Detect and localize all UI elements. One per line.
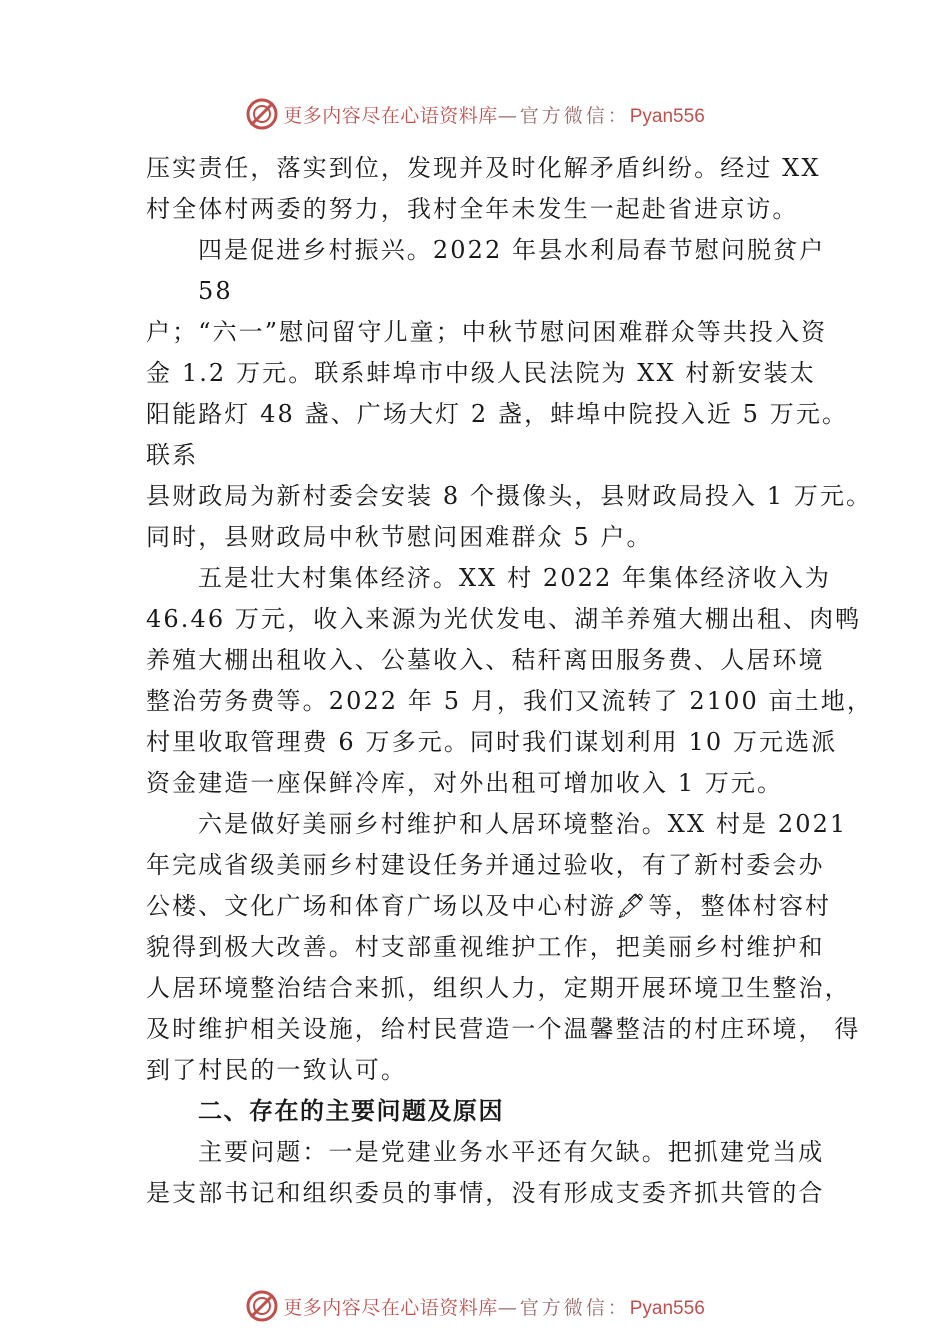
text-line: 及时维护相关设施，给村民营造一个温馨整洁的村庄环境， 得 (146, 1015, 861, 1043)
watermark-text: 更多内容尽在心语资料库—官方微信：Pyan556 (283, 104, 705, 127)
text-line: 资金建造一座保鲜冷库，对外出租可增加收入 1 万元。 (146, 769, 784, 797)
text-line: 养殖大棚出租收入、公墓收入、秸秆离田服务费、人居环境 (146, 646, 825, 674)
text-line: 人居环境整治结合来抓，组织人力，定期开展环境卫生整治， (146, 974, 851, 1002)
text-line: 村里收取管理费 6 万多元。同时我们谋划利用 10 万元选派 (146, 728, 838, 756)
text-line: 是支部书记和组织委员的事情，没有形成支委齐抓共管的合 (146, 1179, 825, 1207)
text-line: 村全体村两委的努力，我村全年未发生一起赴省进京访。 (146, 195, 799, 223)
watermark-text: 更多内容尽在心语资料库—官方微信：Pyan556 (283, 1296, 705, 1319)
footer-watermark (0, 1286, 950, 1326)
text-line: 貌得到极大改善。村支部重视维护工作，把美丽乡村维护和 (146, 933, 825, 961)
text-line: 58 (198, 277, 233, 305)
seal-logo-icon (245, 97, 279, 131)
seal-logo-icon (245, 1289, 279, 1323)
text-line: 县财政局为新村委会安装 8 个摄像头，县财政局投入 1 万元。 (146, 482, 873, 510)
text-line: 46.46 万元，收入来源为光伏发电、湖羊养殖大棚出租、肉鸭 (146, 605, 862, 633)
text-line: 压实责任，落实到位，发现并及时化解矛盾纠纷。经过 XX (146, 154, 821, 182)
paragraph-start-line: 四是促进乡村振兴。2022 年县水利局春节慰问脱贫户 (198, 236, 826, 264)
paragraph-start-line: 主要问题：一是党建业务水平还有欠缺。把抓建党当成 (198, 1138, 825, 1166)
header-watermark (0, 94, 950, 134)
text-line: 整治劳务费等。2022 年 5 月，我们又流转了 2100 亩土地， (146, 687, 873, 715)
text-line: 同时，县财政局中秋节慰问困难群众 5 户。 (146, 523, 653, 551)
text-line: 公楼、文化广场和体育广场以及中心村游🖋等，整体村容村 (146, 892, 832, 920)
section-heading: 二、存在的主要问题及原因 (198, 1097, 504, 1125)
text-line: 金 1.2 万元。联系蚌埠市中级人民法院为 XX 村新安装太 (146, 359, 816, 387)
text-line: 户；“六一”慰问留守儿童；中秋节慰问困难群众等共投入资 (146, 318, 828, 346)
paragraph-start-line: 五是壮大村集体经济。XX 村 2022 年集体经济收入为 (198, 564, 831, 592)
text-line: 年完成省级美丽乡村建设任务并通过验收，有了新村委会办 (146, 851, 825, 879)
document-body (146, 148, 873, 1214)
text-line: 联系 (146, 441, 199, 469)
paragraph-start-line: 六是做好美丽乡村维护和人居环境整治。XX 村是 2021 (198, 810, 848, 838)
text-line: 到了村民的一致认可。 (146, 1056, 407, 1084)
text-line: 阳能路灯 48 盏、广场大灯 2 盏，蚌埠中院投入近 5 万元。 (146, 400, 849, 428)
